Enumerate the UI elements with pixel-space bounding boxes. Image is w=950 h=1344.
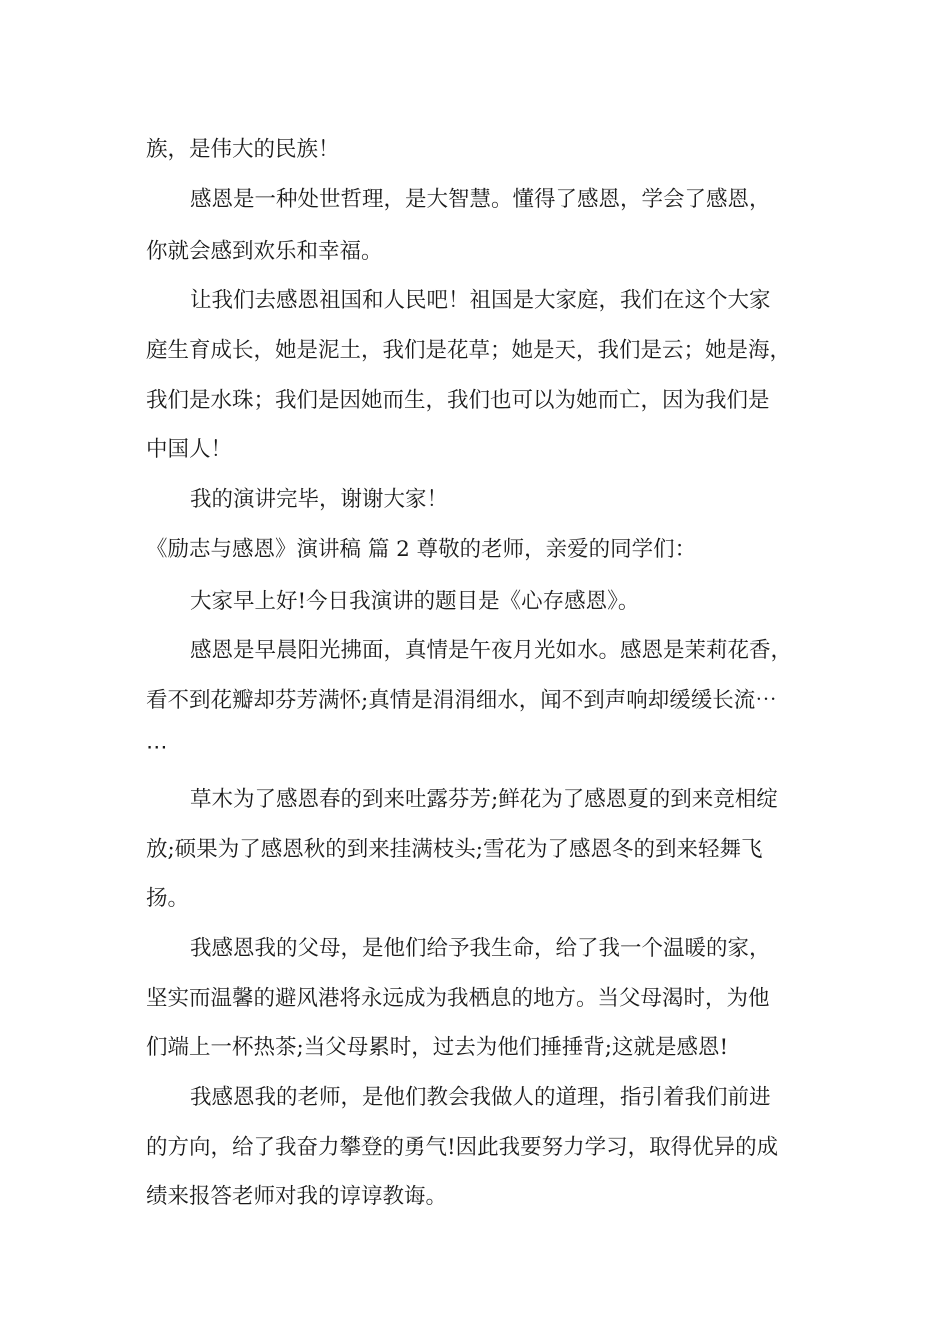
paragraph-line: 感恩是早晨阳光拂面，真情是午夜月光如水。感恩是茉莉花香，	[190, 638, 793, 663]
text-line: 族，是伟大的民族！	[146, 137, 340, 162]
text-line: 绩来报答老师对我的谆谆教诲。	[146, 1184, 448, 1209]
paragraph-line: 我感恩我的老师，是他们教会我做人的道理，指引着我们前进	[190, 1085, 771, 1110]
text-line: 放;硕果为了感恩秋的到来挂满枝头;雪花为了感恩冬的到来轻舞飞	[146, 837, 763, 862]
text-line: 们端上一杯热茶;当父母累时，过去为他们捶捶背;这就是感恩!	[146, 1035, 729, 1060]
text-line: 看不到花瓣却芬芳满怀;真情是涓涓细水，闻不到声响却缓缓长流⋯	[146, 688, 777, 713]
text-line: 你就会感到欢乐和幸福。	[146, 239, 383, 264]
section-heading: 《励志与感恩》演讲稿 篇 2 尊敬的老师，亲爱的同学们：	[146, 537, 697, 562]
paragraph-line: 感恩是一种处世哲理，是大智慧。懂得了感恩，学会了感恩，	[190, 187, 771, 212]
text-line: 扬。	[146, 886, 190, 911]
text-line: 我们是水珠；我们是因她而生，我们也可以为她而亡，因为我们是	[146, 388, 770, 413]
paragraph-line: 草木为了感恩春的到来吐露芬芳;鲜花为了感恩夏的到来竞相绽	[190, 787, 778, 812]
text-line: ⋯	[146, 735, 168, 760]
text-line: 的方向，给了我奋力攀登的勇气!因此我要努力学习，取得优异的成	[146, 1135, 779, 1160]
paragraph-line: 我的演讲完毕，谢谢大家！	[190, 487, 449, 512]
text-line: 中国人！	[146, 437, 233, 462]
paragraph-line: 让我们去感恩祖国和人民吧！祖国是大家庭，我们在这个大家	[190, 288, 771, 313]
text-line: 庭生育成长，她是泥土，我们是花草；她是天，我们是云；她是海，	[146, 338, 792, 363]
paragraph-line: 大家早上好!今日我演讲的题目是《心存感恩》。	[190, 589, 640, 614]
paragraph-line: 我感恩我的父母，是他们给予我生命，给了我一个温暖的家，	[190, 936, 771, 961]
text-line: 坚实而温馨的避风港将永远成为我栖息的地方。当父母渴时，为他	[146, 986, 770, 1011]
